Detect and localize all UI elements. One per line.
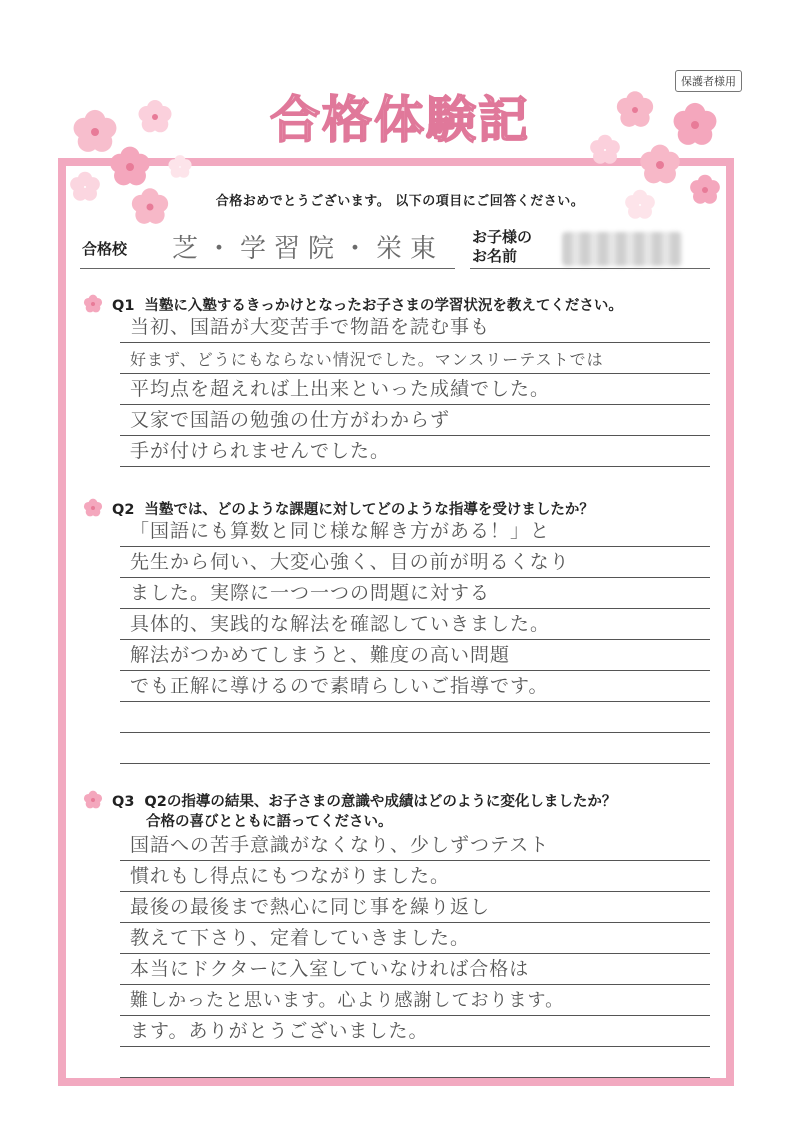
child-name-label-line2: お名前 [472, 247, 518, 265]
q2-question: 当塾では、どのような課題に対してどのような指導を受けましたか？ [144, 502, 594, 518]
blossom-bullet-icon [82, 496, 104, 518]
answer-line [120, 702, 710, 733]
q3-question-line2: 合格の喜びとともに語ってください。 [146, 814, 393, 830]
child-name-label-line1: お子様の [472, 228, 533, 246]
answer-line: 具体的、実践的な解法を確認していきました。 [120, 609, 710, 640]
answer-line: 教えて下さり、定着していきました。 [120, 923, 710, 954]
redacted-name-field[interactable] [562, 232, 682, 266]
answer-line: 解法がつかめてしまうと、難度の高い問題 [120, 640, 710, 671]
q2-number: Q2 [112, 502, 135, 518]
answer-line: 難しかったと思います。心より感謝しております。 [120, 985, 710, 1016]
q3-question: Q2の指導の結果、お子さまの意識や成績はどのように変化しましたか？ [144, 794, 617, 810]
q1-question: 当塾に入塾するきっかけとなったお子さまの学習状況を教えてください。 [144, 298, 623, 314]
answer-line: 最後の最後まで熱心に同じ事を繰り返し [120, 892, 710, 923]
school-label: 合格校 [82, 240, 128, 258]
q1-number: Q1 [112, 298, 135, 314]
q2-answer-area[interactable] [120, 516, 710, 764]
answer-line: 先生から伺い、大変心強く、目の前が明るくなり [120, 547, 710, 578]
answer-line: 慣れもし得点にもつながりました。 [120, 861, 710, 892]
child-name-label [472, 228, 532, 266]
answer-line: でも正解に導けるので素晴らしいご指導です。 [120, 671, 710, 702]
answer-line: 国語への苦手意識がなくなり、少しずつテスト [120, 830, 710, 861]
q3-number: Q3 [112, 794, 135, 810]
q3-heading [82, 788, 616, 832]
greeting-text: 合格おめでとうございます。 以下の項目にご回答ください。 [215, 194, 585, 209]
answer-line [120, 733, 710, 764]
school-underline [80, 268, 455, 269]
answer-line: 好まず、どうにもならない情況でした。マンスリーテストでは [120, 343, 710, 374]
child-name-underline [470, 268, 710, 269]
answer-line: 本当にドクターに入室していなければ合格は [120, 954, 710, 985]
audience-badge: 保護者様用 [675, 70, 742, 92]
blossom-bullet-icon [82, 788, 104, 810]
answer-line: 手が付けられませんでした。 [120, 436, 710, 467]
q1-answer-area[interactable] [120, 312, 710, 467]
answer-line: 平均点を超えれば上出来といった成績でした。 [120, 374, 710, 405]
answer-line: 又家で国語の勉強の仕方がわからず [120, 405, 710, 436]
answer-line: ます。ありがとうございました。 [120, 1016, 710, 1047]
school-value[interactable]: 芝・学習院・栄東 [172, 234, 445, 264]
answer-line: ました。実際に一つ一つの問題に対する [120, 578, 710, 609]
answer-line: 当初、国語が大変苦手で物語を読む事も [120, 312, 710, 343]
page-title: 合格体験記 [270, 90, 530, 149]
cherry-blossom-cluster-left-icon [60, 92, 200, 232]
blossom-bullet-icon [82, 292, 104, 314]
answer-line [120, 1047, 710, 1078]
q3-answer-area[interactable] [120, 830, 710, 1078]
answer-line: 「国語にも算数と同じ様な解き方がある！」と [120, 516, 710, 547]
